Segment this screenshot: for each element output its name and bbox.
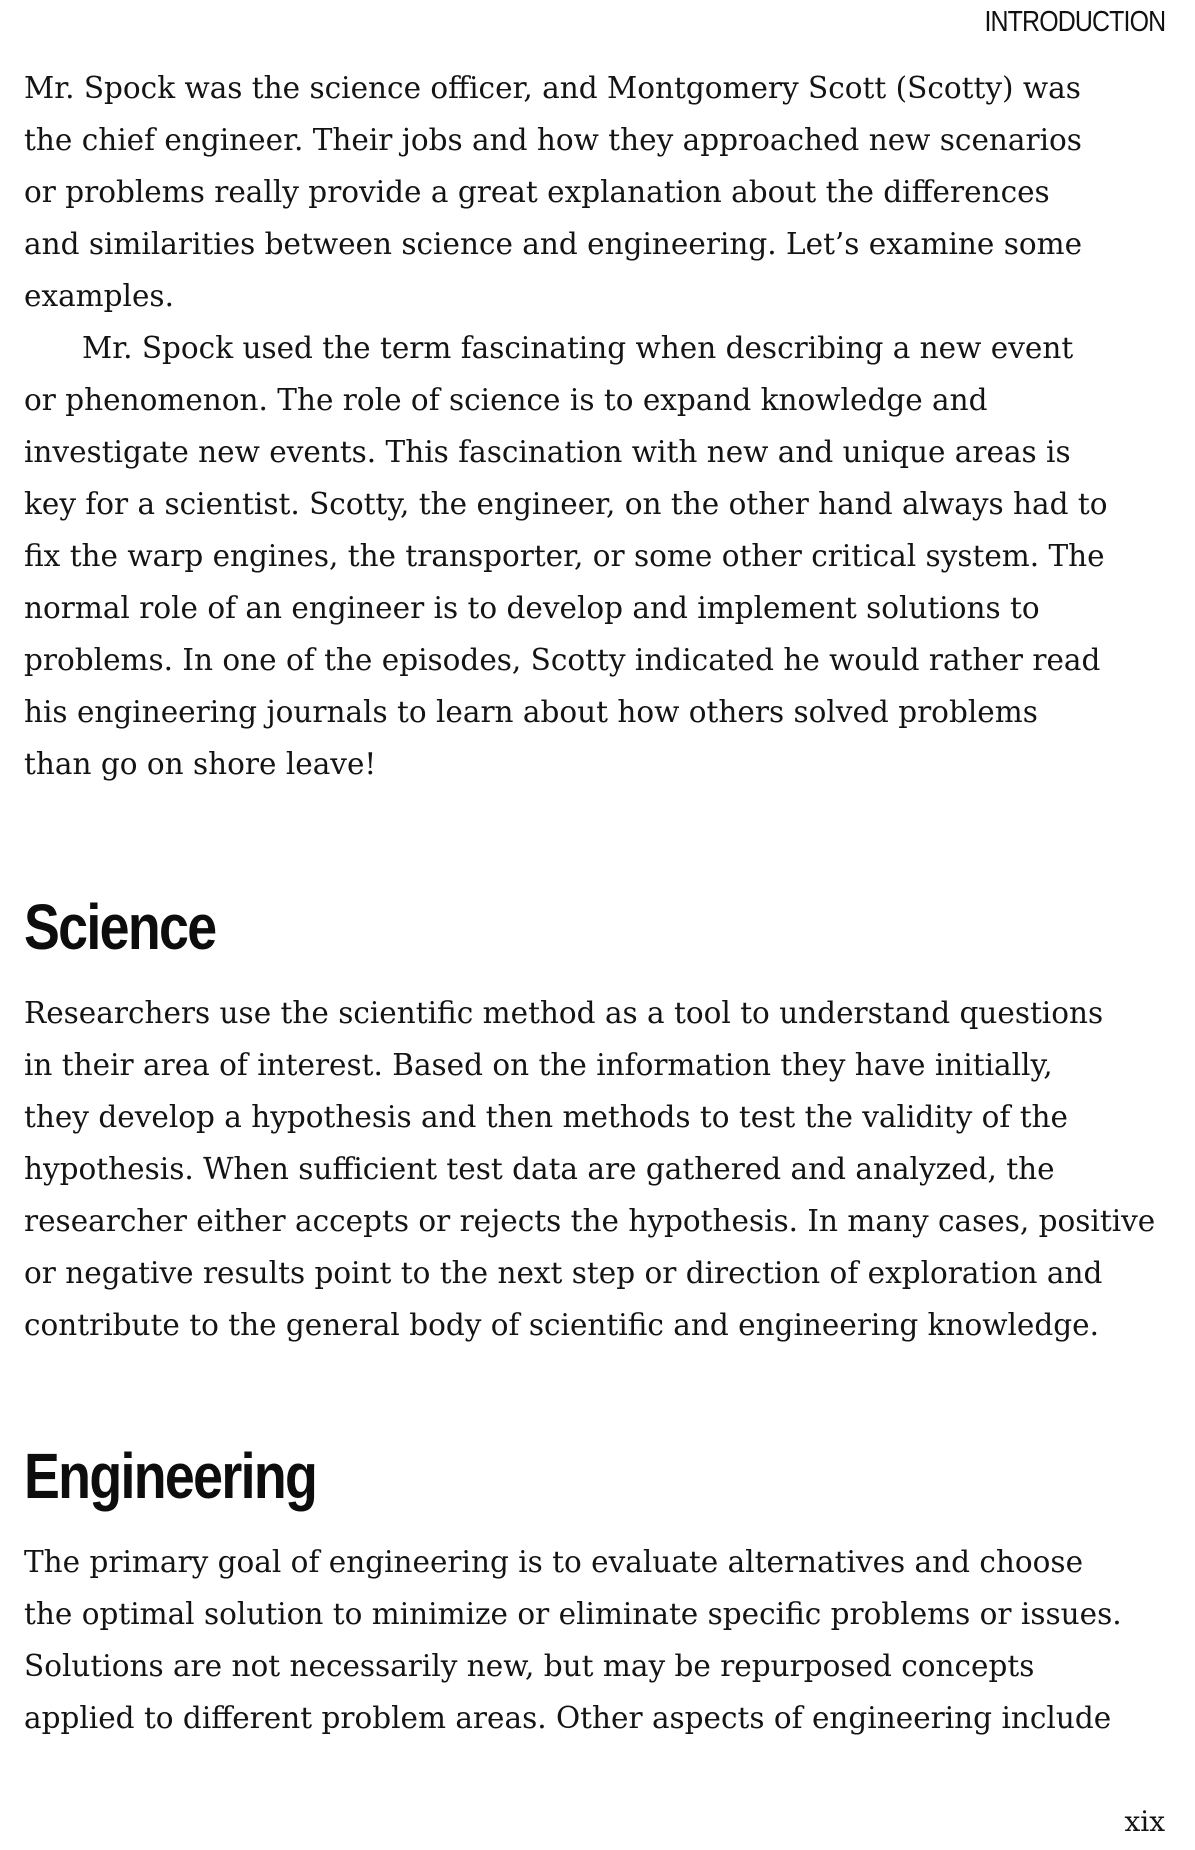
paragraph-line: than go on shore leave! xyxy=(24,747,377,781)
paragraph-line: applied to different problem areas. Other aspects of engineering include xyxy=(24,1701,1112,1735)
paragraph-line: The primary goal of engineering is to evaluate alternatives and choose xyxy=(24,1545,1084,1579)
paragraph-line: in their area of interest. Based on the information they have initially, xyxy=(24,1048,1053,1082)
engineering-text xyxy=(24,1536,1159,1744)
paragraph-line: or phenomenon. The role of science is to expand knowledge and xyxy=(24,383,988,417)
paragraph-line: researcher either accepts or rejects the hypothesis. In many cases, positive xyxy=(24,1204,1156,1238)
engineering-heading: Engineering xyxy=(24,1440,317,1512)
paragraph-line: hypothesis. When sufficient test data are gathered and analyzed, the xyxy=(24,1152,1055,1186)
paragraph-line: his engineering journals to learn about how others solved problems xyxy=(24,695,1038,729)
paragraph-line: examples. xyxy=(24,279,174,313)
paragraph-line: Researchers use the scientific method as a tool to understand questions xyxy=(24,996,1104,1030)
paragraph-line: investigate new events. This fascination with new and unique areas is xyxy=(24,435,1071,469)
paragraph-line: or problems really provide a great explanation about the differences xyxy=(24,175,1050,209)
paragraph-line: the chief engineer. Their jobs and how they approached new scenarios xyxy=(24,123,1082,157)
paragraph-line: they develop a hypothesis and then methods to test the validity of the xyxy=(24,1100,1069,1134)
paragraph-line: normal role of an engineer is to develop and implement solutions to xyxy=(24,591,1040,625)
paragraph-line: Solutions are not necessarily new, but may be repurposed concepts xyxy=(24,1649,1035,1683)
intro-text xyxy=(24,62,1159,790)
paragraph-line: key for a scientist. Scotty, the engineer, on the other hand always had to xyxy=(24,487,1108,521)
paragraph-line: problems. In one of the episodes, Scotty indicated he would rather read xyxy=(24,643,1101,677)
paragraph-line: and similarities between science and engineering. Let’s examine some xyxy=(24,227,1083,261)
paragraph-line: Mr. Spock used the term fascinating when describing a new event xyxy=(82,331,1074,365)
paragraph-line: or negative results point to the next step or direction of exploration and xyxy=(24,1256,1103,1290)
paragraph-line: Mr. Spock was the science officer, and Montgomery Scott (Scotty) was xyxy=(24,71,1081,105)
paragraph-line: fix the warp engines, the transporter, or some other critical system. The xyxy=(24,539,1105,573)
running-head: INTRODUCTION xyxy=(984,6,1165,38)
science-text xyxy=(24,987,1159,1351)
science-heading: Science xyxy=(24,891,216,963)
paragraph-line: contribute to the general body of scientific and engineering knowledge. xyxy=(24,1308,1099,1342)
paragraph-line: the optimal solution to minimize or eliminate specific problems or issues. xyxy=(24,1597,1122,1631)
page-number: xix xyxy=(1124,1805,1165,1838)
